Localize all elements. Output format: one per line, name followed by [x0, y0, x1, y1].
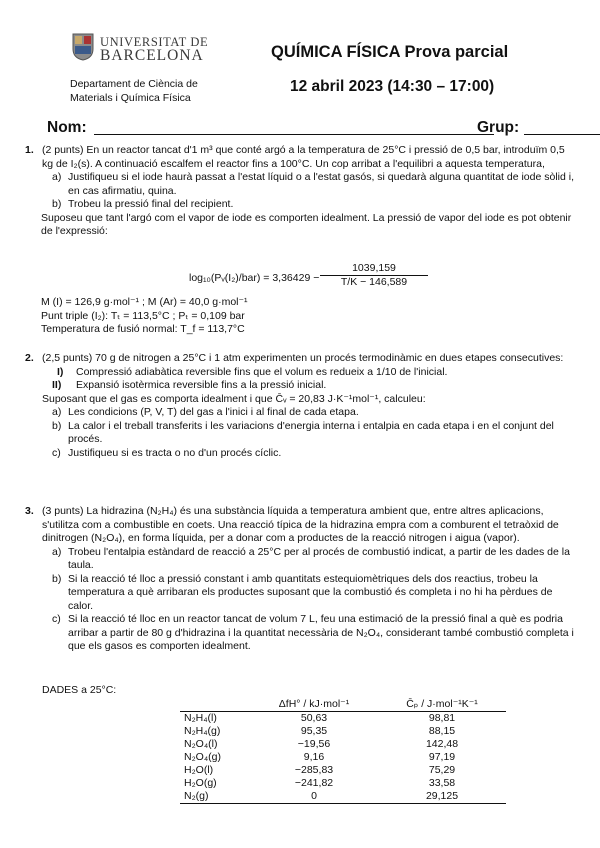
q2-part-c: c) Justifiqueu si es tracta o no d'un procés cíclic.: [52, 446, 282, 459]
question-2-number: 2.: [25, 352, 34, 364]
table-row: N₂(g) 0 29,125: [180, 790, 506, 804]
q2-part-b: b) La calor i el treball transferits i les variacions d'energia interna i entalpia en cada etapa i en el conjunt del procés.: [52, 419, 554, 445]
university-name-line1: UNIVERSITAT DE: [100, 35, 209, 49]
vapour-pressure-formula: log₁₀(Pᵥ(I₂)/bar) = 3,36429 −: [189, 272, 320, 284]
q2-suppose: Suposant que el gas es comporta idealment i que C̄ᵥ = 20,83 J·K⁻¹mol⁻¹, calculeu:: [42, 392, 426, 405]
q1-intro: (2 punts) En un reactor tancat d'1 m³ que conté argó a la temperatura de 25°C i pressió de 0,5 bar, introduïm 0,5 kg de I₂(s). A continuació escalfem el reactor fins a 100°C. Un cop arribat a l'equilibri a aquesta temperatura,: [42, 144, 565, 170]
question-1-number: 1.: [25, 144, 34, 156]
q3-part-b: b) Si la reacció té lloc a pressió constant i amb quantitats estequiomètriques dels dos reactius, trobeu la temperatura a què arribaran els productes suposant que la combustió és completa i no hi ha pèrdues de calor.: [52, 572, 553, 612]
q2-stage-ii: II) Expansió isotèrmica reversible fins a la pressió inicial.: [52, 379, 327, 391]
table-row: H₂O(l) −285,83 75,29: [184, 764, 456, 776]
q1-data: M (I) = 126,9 g·mol⁻¹ ; M (Ar) = 40,0 g·mol⁻¹ Punt triple (I₂): Tₜ = 113,5°C ; Pₜ = 0,109 bar Temperatura de fusió normal: T_f = 113,7°C: [41, 296, 248, 335]
col-enthalpy: ΔfH° / kJ·mol⁻¹: [250, 697, 378, 712]
table-row: N₂O₄(l) −19,56 142,48: [184, 738, 459, 750]
question-3: [42, 505, 577, 654]
group-label: Grup:: [477, 119, 520, 136]
name-group-line: [47, 119, 577, 137]
university-logo: [72, 33, 214, 67]
exam-date: 12 abril 2023 (14:30 – 17:00): [290, 78, 495, 95]
q2-stage-i: I) Compressió adiabàtica reversible fins que el volum es redueix a 1/10 de l'inicial.: [57, 365, 448, 378]
q1-part-a: a) Justifiqueu si el iode haurà passat a l'estat líquid o a l'estat gasós, si quedarà alguna quantitat de iode sòlid i, en cas afirmatiu, quina.: [52, 171, 575, 197]
department-name: Departament de Ciència de Materials i Química Física: [70, 78, 198, 104]
formula-numerator: 1039,159: [320, 262, 428, 276]
crest-icon: [72, 33, 94, 61]
data-caption: DADES a 25°C:: [42, 684, 117, 696]
table-row: H₂O(g) −241,82 33,58: [184, 777, 456, 789]
university-name-line2: BARCELONA: [100, 47, 204, 64]
formula-denominator: T/K − 146,589: [340, 276, 408, 288]
q1-part-b: b) Trobeu la pressió final del recipient.: [52, 198, 234, 210]
table-row: N₂O₄(g) 9,16 97,19: [184, 751, 456, 763]
q1-suppose: Suposeu que tant l'argó com el vapor de iode es comporten idealment. La pressió de vapor del iode es pot obtenir de l'expressió:: [41, 211, 572, 237]
question-3-number: 3.: [25, 505, 34, 517]
name-label: Nom:: [47, 119, 87, 136]
table-row: N₂H₄(g) 95,35 88,15: [184, 725, 456, 737]
q3-part-c: c) Si la reacció té lloc en un reactor tancat de volum 7 L, feu una estimació de la pressió final a què es podria arribar a partir de 80 g d'hidrazina i la quantitat necessària de N₂O₄, considerant també combustió completa i que els gasos es comporten idealment.: [52, 613, 574, 652]
question-1: [42, 144, 577, 239]
q2-intro: (2,5 punts) 70 g de nitrogen a 25°C i 1 atm experimenten un procés termodinàmic en dues etapes consecutives:: [42, 352, 564, 364]
col-heat-capacity: C̄ₚ / J·mol⁻¹K⁻¹: [378, 697, 506, 712]
formula-fraction: [320, 262, 428, 288]
q3-intro: (3 punts) La hidrazina (N₂H₄) és una substància líquida a temperatura ambient que, entre altres aplicacions, s'utilitza com a combustible en coets. Una reacció típica de la hidrazina empra com a comburent el tetraòxid de dinitrogen (N₂O₄), en forma líquida, per a donar com a productes de la reacció nitrogen i aigua (vapor).: [42, 505, 559, 544]
table-row: N₂H₄(l) 50,63 98,81: [184, 712, 456, 724]
name-field[interactable]: [94, 134, 494, 135]
exam-title: QUÍMICA FÍSICA Prova parcial: [271, 43, 509, 61]
thermo-data-table: [180, 697, 506, 804]
group-field[interactable]: [524, 134, 600, 135]
question-2: [42, 352, 577, 460]
q2-part-a: a) Les condicions (P, V, T) del gas a l'inici i al final de cada etapa.: [52, 406, 359, 418]
q3-part-a: a) Trobeu l'entalpia estàndard de reacció a 25°C per al procés de combustió indicat, a partir de les dades de la taula.: [52, 545, 570, 571]
